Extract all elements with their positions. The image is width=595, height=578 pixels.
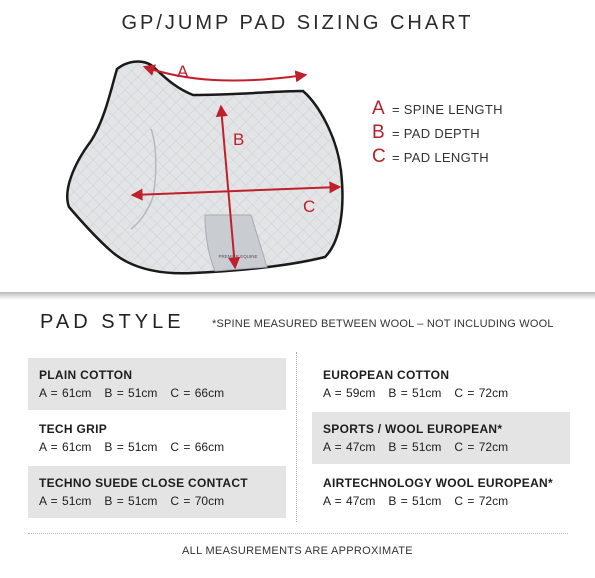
legend-letter: A <box>372 98 385 119</box>
style-values <box>323 440 521 454</box>
pad-shape <box>67 62 342 274</box>
legend-text: = SPINE LENGTH <box>392 102 503 117</box>
style-name: TECH GRIP <box>39 422 108 436</box>
divider <box>0 292 595 300</box>
legend-letter: B <box>372 122 385 143</box>
value-b: B = 51cm <box>104 386 158 400</box>
label-c: C <box>303 197 316 216</box>
brand-mark: PREMIER EQUINE <box>218 254 258 259</box>
value-a: A = 61cm <box>39 386 92 400</box>
style-name: TECHNO SUEDE CLOSE CONTACT <box>39 476 248 490</box>
value-a: A = 59cm <box>323 386 376 400</box>
value-b: B = 51cm <box>388 440 442 454</box>
style-name: SPORTS / WOOL EUROPEAN* <box>323 422 503 436</box>
style-name: EUROPEAN COTTON <box>323 368 450 382</box>
style-card-tech-grip <box>28 412 286 464</box>
chart-title: GP/JUMP PAD SIZING CHART <box>121 12 474 34</box>
footer-divider <box>28 533 568 534</box>
section-title: PAD STYLE <box>40 311 185 333</box>
section-note: *SPINE MEASURED BETWEEN WOOL – NOT INCLUDING WOOL <box>212 318 554 330</box>
label-a: A <box>177 62 189 81</box>
value-c: C = 66cm <box>170 386 225 400</box>
style-values <box>323 386 521 400</box>
legend <box>372 98 503 170</box>
legend-text: = PAD LENGTH <box>392 150 489 165</box>
column-divider <box>296 352 297 522</box>
value-a: A = 47cm <box>323 494 376 508</box>
style-card-techno-suede <box>28 466 286 518</box>
legend-letter: C <box>372 146 386 167</box>
value-c: C = 72cm <box>454 440 509 454</box>
legend-item-b <box>372 122 503 146</box>
value-b: B = 51cm <box>388 386 442 400</box>
value-b: B = 51cm <box>104 440 158 454</box>
value-c: C = 72cm <box>454 386 509 400</box>
legend-text: = PAD DEPTH <box>392 126 480 141</box>
style-card-european-cotton <box>312 358 570 410</box>
style-name: AIRTECHNOLOGY WOOL EUROPEAN* <box>323 476 553 490</box>
legend-item-c <box>372 146 503 170</box>
value-c: C = 70cm <box>170 494 225 508</box>
value-a: A = 51cm <box>39 494 92 508</box>
style-values <box>39 494 237 508</box>
style-values <box>323 494 521 508</box>
value-b: B = 51cm <box>388 494 442 508</box>
label-b: B <box>233 130 245 149</box>
value-c: C = 72cm <box>454 494 509 508</box>
style-name: PLAIN COTTON <box>39 368 133 382</box>
arrow-a <box>145 67 305 81</box>
value-a: A = 61cm <box>39 440 92 454</box>
saddle-pad-diagram <box>55 45 365 285</box>
legend-item-a <box>372 98 503 122</box>
value-a: A = 47cm <box>323 440 376 454</box>
style-card-sports-wool-european <box>312 412 570 464</box>
footer-note: ALL MEASUREMENTS ARE APPROXIMATE <box>182 545 413 557</box>
style-card-airtechnology-wool <box>312 466 570 518</box>
value-b: B = 51cm <box>104 494 158 508</box>
style-card-plain-cotton <box>28 358 286 410</box>
style-values <box>39 386 237 400</box>
value-c: C = 66cm <box>170 440 225 454</box>
style-values <box>39 440 237 454</box>
